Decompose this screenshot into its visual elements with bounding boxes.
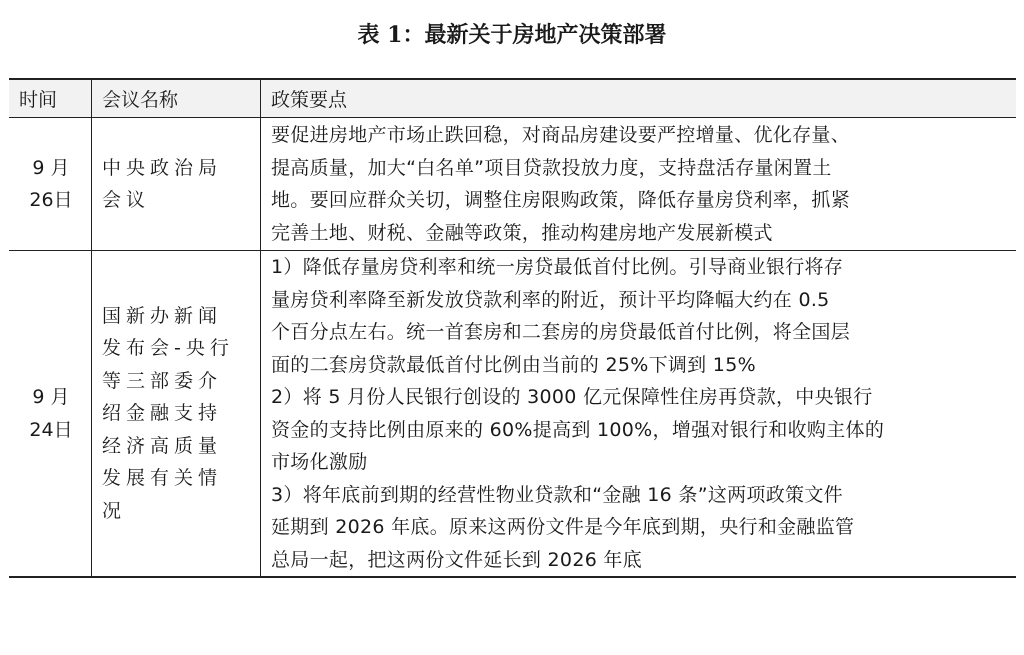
policy-cell	[261, 118, 1017, 251]
policy-table	[9, 78, 1016, 578]
meeting-line: 中央政治局	[102, 156, 223, 179]
header-time: 时间	[9, 79, 92, 118]
date-cell	[9, 251, 92, 578]
policy-line: 3）将年底前到期的经营性物业贷款和“金融 16 条”这两项政策文件	[271, 483, 843, 506]
date-line: 24日	[29, 418, 73, 441]
policy-line: 总局一起，把这两份文件延长到 2026 年底	[271, 548, 643, 571]
policy-line: 地。要回应群众关切，调整住房限购政策，降低存量房贷利率，抓紧	[271, 189, 851, 211]
meeting-line: 会议	[102, 189, 151, 211]
policy-line: 1）降低存量房贷利率和统一房贷最低首付比例。引导商业银行将存	[271, 256, 844, 278]
policy-line: 完善土地、财税、金融等政策，推动构建房地产发展新模式	[271, 221, 773, 244]
meeting-line: 况	[102, 499, 127, 522]
policy-line: 资金的支持比例由原来的 60%提高到 100%，增强对银行和收购主体的	[271, 418, 885, 441]
policy-cell	[261, 251, 1017, 578]
date-line: 26日	[29, 189, 73, 211]
table-title: 表 1：最新关于房地产决策部署	[357, 22, 667, 48]
meeting-line: 发布会-央行	[102, 337, 234, 360]
table-row	[9, 251, 1016, 578]
meeting-line: 绍金融支持	[102, 402, 223, 425]
meeting-line: 经济高质量	[102, 434, 223, 457]
policy-line: 延期到 2026 年底。原来这两份文件是今年底到期，央行和金融监管	[271, 516, 855, 538]
header-meeting: 会议名称	[92, 79, 261, 118]
table-header-row	[9, 79, 1016, 118]
meeting-line: 等三部委介	[102, 369, 223, 392]
date-cell	[9, 118, 92, 251]
date-line: 9 月	[32, 156, 70, 179]
policy-line: 量房贷利率降至新发放贷款利率的附近，预计平均降幅大约在 0.5	[271, 288, 830, 311]
date-line: 9 月	[32, 386, 70, 408]
header-policy: 政策要点	[261, 79, 1017, 118]
meeting-line: 发展有关情	[102, 467, 223, 490]
table-row	[9, 118, 1016, 251]
policy-line: 个百分点左右。统一首套房和二套房的房贷最低首付比例，将全国层	[271, 321, 851, 343]
policy-line: 要促进房地产市场止跌回稳，对商品房建设要严控增量、优化存量、	[271, 124, 851, 146]
policy-line: 市场化激励	[271, 451, 368, 473]
meeting-line: 国新办新闻	[102, 304, 223, 327]
policy-line: 2）将 5 月份人民银行创设的 3000 亿元保障性住房再贷款，中央银行	[271, 386, 873, 408]
meeting-cell	[92, 118, 261, 251]
policy-line: 面的二套房贷款最低首付比例由当前的 25%下调到 15%	[271, 353, 756, 376]
policy-line: 提高质量，加大“白名单”项目贷款投放力度，支持盘活存量闲置土	[271, 156, 832, 179]
meeting-cell	[92, 251, 261, 578]
